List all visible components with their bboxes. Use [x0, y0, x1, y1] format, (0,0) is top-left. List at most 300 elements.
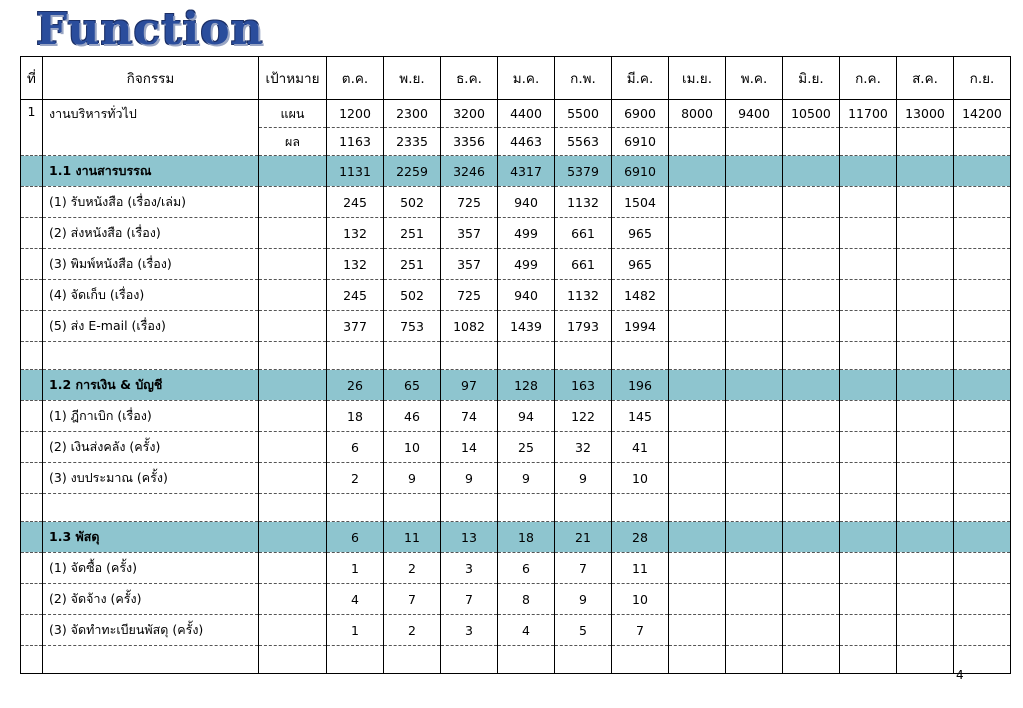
value-cell [726, 401, 783, 432]
empty-cell [840, 342, 897, 370]
value-cell [954, 370, 1011, 401]
value-cell [726, 522, 783, 553]
value-cell: 245 [327, 280, 384, 311]
value-cell: 357 [441, 249, 498, 280]
header-month: มิ.ย. [783, 57, 840, 100]
value-cell: 9 [555, 463, 612, 494]
value-cell: 9 [555, 584, 612, 615]
value-cell: 94 [498, 401, 555, 432]
value-cell [954, 401, 1011, 432]
value-cell [669, 401, 726, 432]
empty-cell [783, 342, 840, 370]
value-cell: 9400 [726, 100, 783, 128]
value-cell: 4463 [498, 128, 555, 156]
value-cell: 32 [555, 432, 612, 463]
value-cell: 2 [384, 615, 441, 646]
value-cell: 1132 [555, 280, 612, 311]
section-row [21, 156, 1011, 187]
value-cell [783, 187, 840, 218]
section-row [21, 522, 1011, 553]
value-cell: 21 [555, 522, 612, 553]
value-cell: 1131 [327, 156, 384, 187]
empty-cell [21, 432, 43, 463]
value-cell [669, 156, 726, 187]
empty-cell [43, 494, 259, 522]
value-cell: 6910 [612, 156, 669, 187]
value-cell: 1132 [555, 187, 612, 218]
empty-cell [612, 342, 669, 370]
value-cell [783, 584, 840, 615]
value-cell: 11 [612, 553, 669, 584]
value-cell [954, 156, 1011, 187]
table-row-blank [21, 646, 1011, 674]
value-cell [726, 249, 783, 280]
value-cell: 2 [327, 463, 384, 494]
value-cell: 128 [498, 370, 555, 401]
value-cell: 65 [384, 370, 441, 401]
value-cell: 965 [612, 249, 669, 280]
value-cell: 1439 [498, 311, 555, 342]
value-cell: 502 [384, 280, 441, 311]
value-cell [954, 463, 1011, 494]
value-cell: 10 [612, 584, 669, 615]
value-cell: 5379 [555, 156, 612, 187]
value-cell: 1793 [555, 311, 612, 342]
empty-cell [259, 370, 327, 401]
item-row [21, 401, 1011, 432]
empty-cell [21, 187, 43, 218]
value-cell [726, 432, 783, 463]
value-cell [954, 584, 1011, 615]
value-cell [840, 311, 897, 342]
empty-cell [259, 280, 327, 311]
value-cell: 1 [327, 553, 384, 584]
empty-cell [21, 522, 43, 553]
header-month: ส.ค. [897, 57, 954, 100]
value-cell [897, 615, 954, 646]
value-cell [897, 311, 954, 342]
value-cell: 18 [498, 522, 555, 553]
value-cell [897, 187, 954, 218]
empty-cell [259, 187, 327, 218]
item-name: (4) จัดเก็บ (เรื่อง) [43, 280, 259, 311]
value-cell [783, 553, 840, 584]
value-cell: 377 [327, 311, 384, 342]
value-cell: 9 [441, 463, 498, 494]
page-number: 4 [956, 668, 964, 682]
value-cell: 9 [384, 463, 441, 494]
value-cell [669, 311, 726, 342]
section-row [21, 370, 1011, 401]
value-cell: 6 [327, 522, 384, 553]
value-cell: 18 [327, 401, 384, 432]
value-cell [954, 615, 1011, 646]
empty-cell [897, 342, 954, 370]
value-cell [897, 432, 954, 463]
value-cell: 28 [612, 522, 669, 553]
empty-cell [954, 494, 1011, 522]
empty-cell [954, 342, 1011, 370]
empty-cell [21, 553, 43, 584]
value-cell [726, 128, 783, 156]
value-cell: 122 [555, 401, 612, 432]
function-table [20, 56, 1011, 674]
value-cell: 661 [555, 218, 612, 249]
value-cell: 10 [384, 432, 441, 463]
value-cell [669, 553, 726, 584]
header-month: พ.ย. [384, 57, 441, 100]
value-cell [840, 432, 897, 463]
empty-cell [840, 646, 897, 674]
value-cell [840, 401, 897, 432]
empty-cell [612, 646, 669, 674]
value-cell: 3246 [441, 156, 498, 187]
item-name: (5) ส่ง E-mail (เรื่อง) [43, 311, 259, 342]
value-cell [897, 401, 954, 432]
value-cell [783, 615, 840, 646]
value-cell: 5 [555, 615, 612, 646]
value-cell: 13000 [897, 100, 954, 128]
value-cell: 965 [612, 218, 669, 249]
value-cell: 2335 [384, 128, 441, 156]
empty-cell [555, 646, 612, 674]
item-row [21, 187, 1011, 218]
value-cell [954, 280, 1011, 311]
value-cell: 3 [441, 615, 498, 646]
empty-cell [669, 646, 726, 674]
item-row [21, 249, 1011, 280]
value-cell [669, 249, 726, 280]
value-cell [783, 432, 840, 463]
empty-cell [259, 522, 327, 553]
value-cell: 502 [384, 187, 441, 218]
empty-cell [498, 646, 555, 674]
value-cell: 7 [441, 584, 498, 615]
value-cell: 940 [498, 280, 555, 311]
value-cell: 7 [612, 615, 669, 646]
value-cell: 3 [441, 553, 498, 584]
value-cell: 5500 [555, 100, 612, 128]
value-cell: 357 [441, 218, 498, 249]
empty-cell [498, 494, 555, 522]
value-cell [840, 522, 897, 553]
value-cell [840, 128, 897, 156]
empty-cell [259, 494, 327, 522]
value-cell [897, 156, 954, 187]
value-cell [783, 218, 840, 249]
header-month: ก.ย. [954, 57, 1011, 100]
value-cell: 10500 [783, 100, 840, 128]
item-name: (3) จัดทำทะเบียนพัสดุ (ครั้ง) [43, 615, 259, 646]
value-cell: 1482 [612, 280, 669, 311]
value-cell: 8 [498, 584, 555, 615]
empty-cell [43, 646, 259, 674]
empty-cell [555, 342, 612, 370]
empty-cell [259, 311, 327, 342]
value-cell: 132 [327, 249, 384, 280]
value-cell: 8000 [669, 100, 726, 128]
header-month: ธ.ค. [441, 57, 498, 100]
empty-cell [259, 615, 327, 646]
value-cell [897, 249, 954, 280]
empty-cell [21, 646, 43, 674]
value-cell: 4 [327, 584, 384, 615]
value-cell [669, 280, 726, 311]
section-name: 1.1 งานสารบรรณ [43, 156, 259, 187]
value-cell [726, 615, 783, 646]
item-row [21, 463, 1011, 494]
empty-cell [259, 249, 327, 280]
value-cell: 251 [384, 218, 441, 249]
value-cell: 14200 [954, 100, 1011, 128]
empty-cell [21, 370, 43, 401]
item-row [21, 218, 1011, 249]
empty-cell [327, 342, 384, 370]
header-target: เป้าหมาย [259, 57, 327, 100]
value-cell: 1504 [612, 187, 669, 218]
value-cell [954, 249, 1011, 280]
value-cell: 2259 [384, 156, 441, 187]
value-cell: 11 [384, 522, 441, 553]
value-cell [840, 187, 897, 218]
empty-cell [612, 494, 669, 522]
value-cell: 97 [441, 370, 498, 401]
empty-cell [441, 494, 498, 522]
item-row [21, 432, 1011, 463]
value-cell [726, 187, 783, 218]
item-name: (3) งบประมาณ (ครั้ง) [43, 463, 259, 494]
value-cell [669, 187, 726, 218]
header-month: มี.ค. [612, 57, 669, 100]
value-cell [840, 553, 897, 584]
value-cell [726, 280, 783, 311]
value-cell: 3356 [441, 128, 498, 156]
value-cell: 74 [441, 401, 498, 432]
empty-cell [21, 463, 43, 494]
value-cell [669, 370, 726, 401]
section-name: 1.2 การเงิน & บัญชี [43, 370, 259, 401]
item-name: (1) รับหนังสือ (เรื่อง/เล่ม) [43, 187, 259, 218]
value-cell [954, 432, 1011, 463]
value-cell [954, 187, 1011, 218]
value-cell [954, 128, 1011, 156]
value-cell: 1994 [612, 311, 669, 342]
page-title: Function [36, 4, 264, 55]
empty-cell [259, 463, 327, 494]
empty-cell [555, 494, 612, 522]
empty-cell [840, 494, 897, 522]
value-cell [669, 615, 726, 646]
header-month: พ.ค. [726, 57, 783, 100]
empty-cell [259, 646, 327, 674]
row-number: 1 [21, 100, 43, 156]
header-month: เม.ย. [669, 57, 726, 100]
value-cell [726, 311, 783, 342]
value-cell [669, 432, 726, 463]
value-cell: 725 [441, 187, 498, 218]
value-cell [783, 370, 840, 401]
value-cell [783, 249, 840, 280]
empty-cell [327, 646, 384, 674]
empty-cell [897, 646, 954, 674]
empty-cell [259, 401, 327, 432]
value-cell [840, 615, 897, 646]
value-cell [897, 584, 954, 615]
value-cell [783, 463, 840, 494]
value-cell [726, 553, 783, 584]
value-cell: 1 [327, 615, 384, 646]
value-cell [726, 370, 783, 401]
value-cell: 10 [612, 463, 669, 494]
value-cell: 7 [555, 553, 612, 584]
value-cell [783, 522, 840, 553]
value-cell: 2 [384, 553, 441, 584]
empty-cell [21, 249, 43, 280]
value-cell [669, 522, 726, 553]
value-cell: 4 [498, 615, 555, 646]
value-cell [954, 311, 1011, 342]
item-row [21, 615, 1011, 646]
empty-cell [327, 494, 384, 522]
empty-cell [21, 494, 43, 522]
empty-cell [669, 342, 726, 370]
value-cell [783, 280, 840, 311]
value-cell: 1163 [327, 128, 384, 156]
empty-cell [259, 432, 327, 463]
value-cell: 245 [327, 187, 384, 218]
value-cell: 2300 [384, 100, 441, 128]
empty-cell [259, 218, 327, 249]
item-row [21, 280, 1011, 311]
empty-cell [384, 342, 441, 370]
value-cell [840, 249, 897, 280]
value-cell [669, 218, 726, 249]
value-cell [783, 128, 840, 156]
empty-cell [897, 494, 954, 522]
value-cell: 14 [441, 432, 498, 463]
value-cell: 3200 [441, 100, 498, 128]
empty-cell [726, 646, 783, 674]
item-row [21, 584, 1011, 615]
item-name: (2) เงินส่งคลัง (ครั้ง) [43, 432, 259, 463]
empty-cell [441, 646, 498, 674]
header-month: ต.ค. [327, 57, 384, 100]
value-cell: 661 [555, 249, 612, 280]
table-row-blank [21, 342, 1011, 370]
value-cell [954, 522, 1011, 553]
item-name: (1) ฎีกาเบิก (เรื่อง) [43, 401, 259, 432]
table-header-row [21, 57, 1011, 100]
value-cell: 1082 [441, 311, 498, 342]
value-cell [954, 553, 1011, 584]
value-cell: 163 [555, 370, 612, 401]
value-cell: 753 [384, 311, 441, 342]
value-cell [897, 128, 954, 156]
empty-cell [21, 280, 43, 311]
value-cell [840, 584, 897, 615]
value-cell: 46 [384, 401, 441, 432]
value-cell [840, 463, 897, 494]
empty-cell [384, 646, 441, 674]
item-name: (1) จัดซื้อ (ครั้ง) [43, 553, 259, 584]
header-no: ที่ [21, 57, 43, 100]
value-cell: 940 [498, 187, 555, 218]
activity-name: งานบริหารทั่วไป [43, 100, 259, 156]
value-cell: 251 [384, 249, 441, 280]
value-cell: 11700 [840, 100, 897, 128]
empty-cell [259, 584, 327, 615]
value-cell: 26 [327, 370, 384, 401]
value-cell: 6 [327, 432, 384, 463]
value-cell: 6 [498, 553, 555, 584]
section-name: 1.3 พัสดุ [43, 522, 259, 553]
empty-cell [726, 494, 783, 522]
empty-cell [441, 342, 498, 370]
value-cell: 725 [441, 280, 498, 311]
empty-cell [259, 553, 327, 584]
empty-cell [669, 494, 726, 522]
value-cell: 4317 [498, 156, 555, 187]
value-cell: 5563 [555, 128, 612, 156]
empty-cell [21, 311, 43, 342]
table-row-blank [21, 494, 1011, 522]
result-label: ผล [259, 128, 327, 156]
value-cell [897, 280, 954, 311]
value-cell [897, 553, 954, 584]
value-cell: 499 [498, 218, 555, 249]
header-month: ม.ค. [498, 57, 555, 100]
empty-cell [498, 342, 555, 370]
value-cell [669, 128, 726, 156]
value-cell [726, 463, 783, 494]
value-cell [669, 584, 726, 615]
item-name: (2) จัดจ้าง (ครั้ง) [43, 584, 259, 615]
value-cell [840, 218, 897, 249]
empty-cell [21, 401, 43, 432]
empty-cell [259, 342, 327, 370]
item-row [21, 311, 1011, 342]
value-cell [897, 522, 954, 553]
value-cell: 132 [327, 218, 384, 249]
value-cell [726, 218, 783, 249]
value-cell [783, 311, 840, 342]
value-cell: 13 [441, 522, 498, 553]
value-cell [783, 156, 840, 187]
empty-cell [43, 342, 259, 370]
value-cell: 25 [498, 432, 555, 463]
value-cell [897, 218, 954, 249]
value-cell: 6900 [612, 100, 669, 128]
value-cell [897, 370, 954, 401]
empty-cell [726, 342, 783, 370]
value-cell: 145 [612, 401, 669, 432]
empty-cell [21, 218, 43, 249]
empty-cell [783, 494, 840, 522]
empty-cell [384, 494, 441, 522]
value-cell [897, 463, 954, 494]
empty-cell [21, 342, 43, 370]
empty-cell [21, 156, 43, 187]
empty-cell [783, 646, 840, 674]
value-cell: 4400 [498, 100, 555, 128]
value-cell [726, 584, 783, 615]
value-cell [840, 156, 897, 187]
value-cell: 499 [498, 249, 555, 280]
value-cell [669, 463, 726, 494]
value-cell [840, 280, 897, 311]
value-cell: 9 [498, 463, 555, 494]
value-cell: 196 [612, 370, 669, 401]
